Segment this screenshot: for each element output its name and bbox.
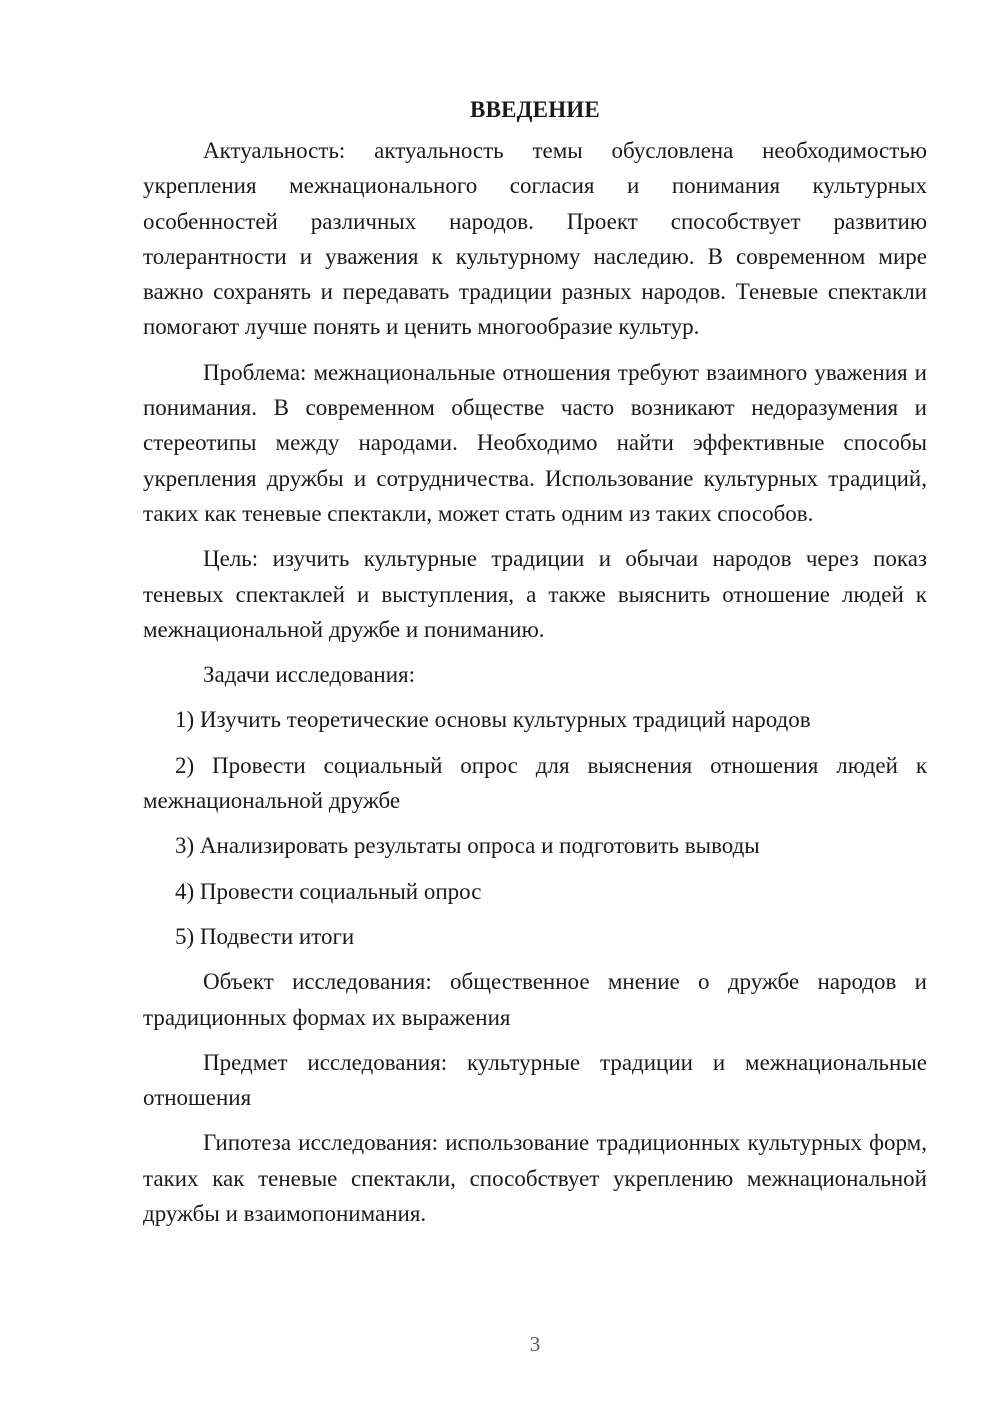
task-item-1: 1) Изучить теоретические основы культурных традиций народов	[175, 707, 811, 733]
task-item-2: 2) Провести социальный опрос для выяснения отношения людей к межнациональной дружбе	[143, 752, 927, 814]
tasks-title: Задачи исследования:	[203, 662, 416, 688]
page-number: 3	[529, 1332, 541, 1356]
paragraph-object: Объект исследования: общественное мнение о дружбе народов и традиционных формах их выражения	[143, 969, 927, 1030]
document-page	[143, 92, 927, 1231]
paragraph-problem: Проблема: межнациональные отношения требуют взаимного уважения и понимания. В современном обществе часто возникают недоразумения и стереотипы между народами. Необходимо найти эффективные способы укрепления дружбы и сотрудничества. Использование культурных традиций, таких как теневые спектакли, может стать одним из таких способов.	[143, 359, 927, 526]
paragraph-relevance: Актуальность: актуальность темы обусловлена необходимостью укрепления межнационального согласия и понимания культурных особенностей различных народов. Проект способствует развитию толерантности и уважения к культурному наследию. В современном мире важно сохранять и передавать традиции разных народов. Теневые спектакли помогают лучше понять и ценить многообразие культур.	[143, 138, 927, 340]
paragraph-goal: Цель: изучить культурные традиции и обычаи народов через показ теневых спектаклей и выступления, а также выяснить отношение людей к межнациональной дружбе и пониманию.	[143, 546, 927, 642]
task-item-5: 5) Подвести итоги	[175, 923, 355, 949]
paragraph-subject: Предмет исследования: культурные традиции и межнациональные отношения	[143, 1049, 927, 1111]
task-item-3: 3) Анализировать результаты опроса и подготовить выводы	[175, 833, 760, 859]
task-item-4: 4) Провести социальный опрос	[175, 878, 482, 904]
paragraph-hypothesis: Гипотеза исследования: использование традиционных культурных форм, таких как теневые спектакли, способствует укреплению межнациональной дружбы и взаимопонимания.	[143, 1130, 927, 1227]
section-heading: ВВЕДЕНИЕ	[470, 97, 600, 122]
